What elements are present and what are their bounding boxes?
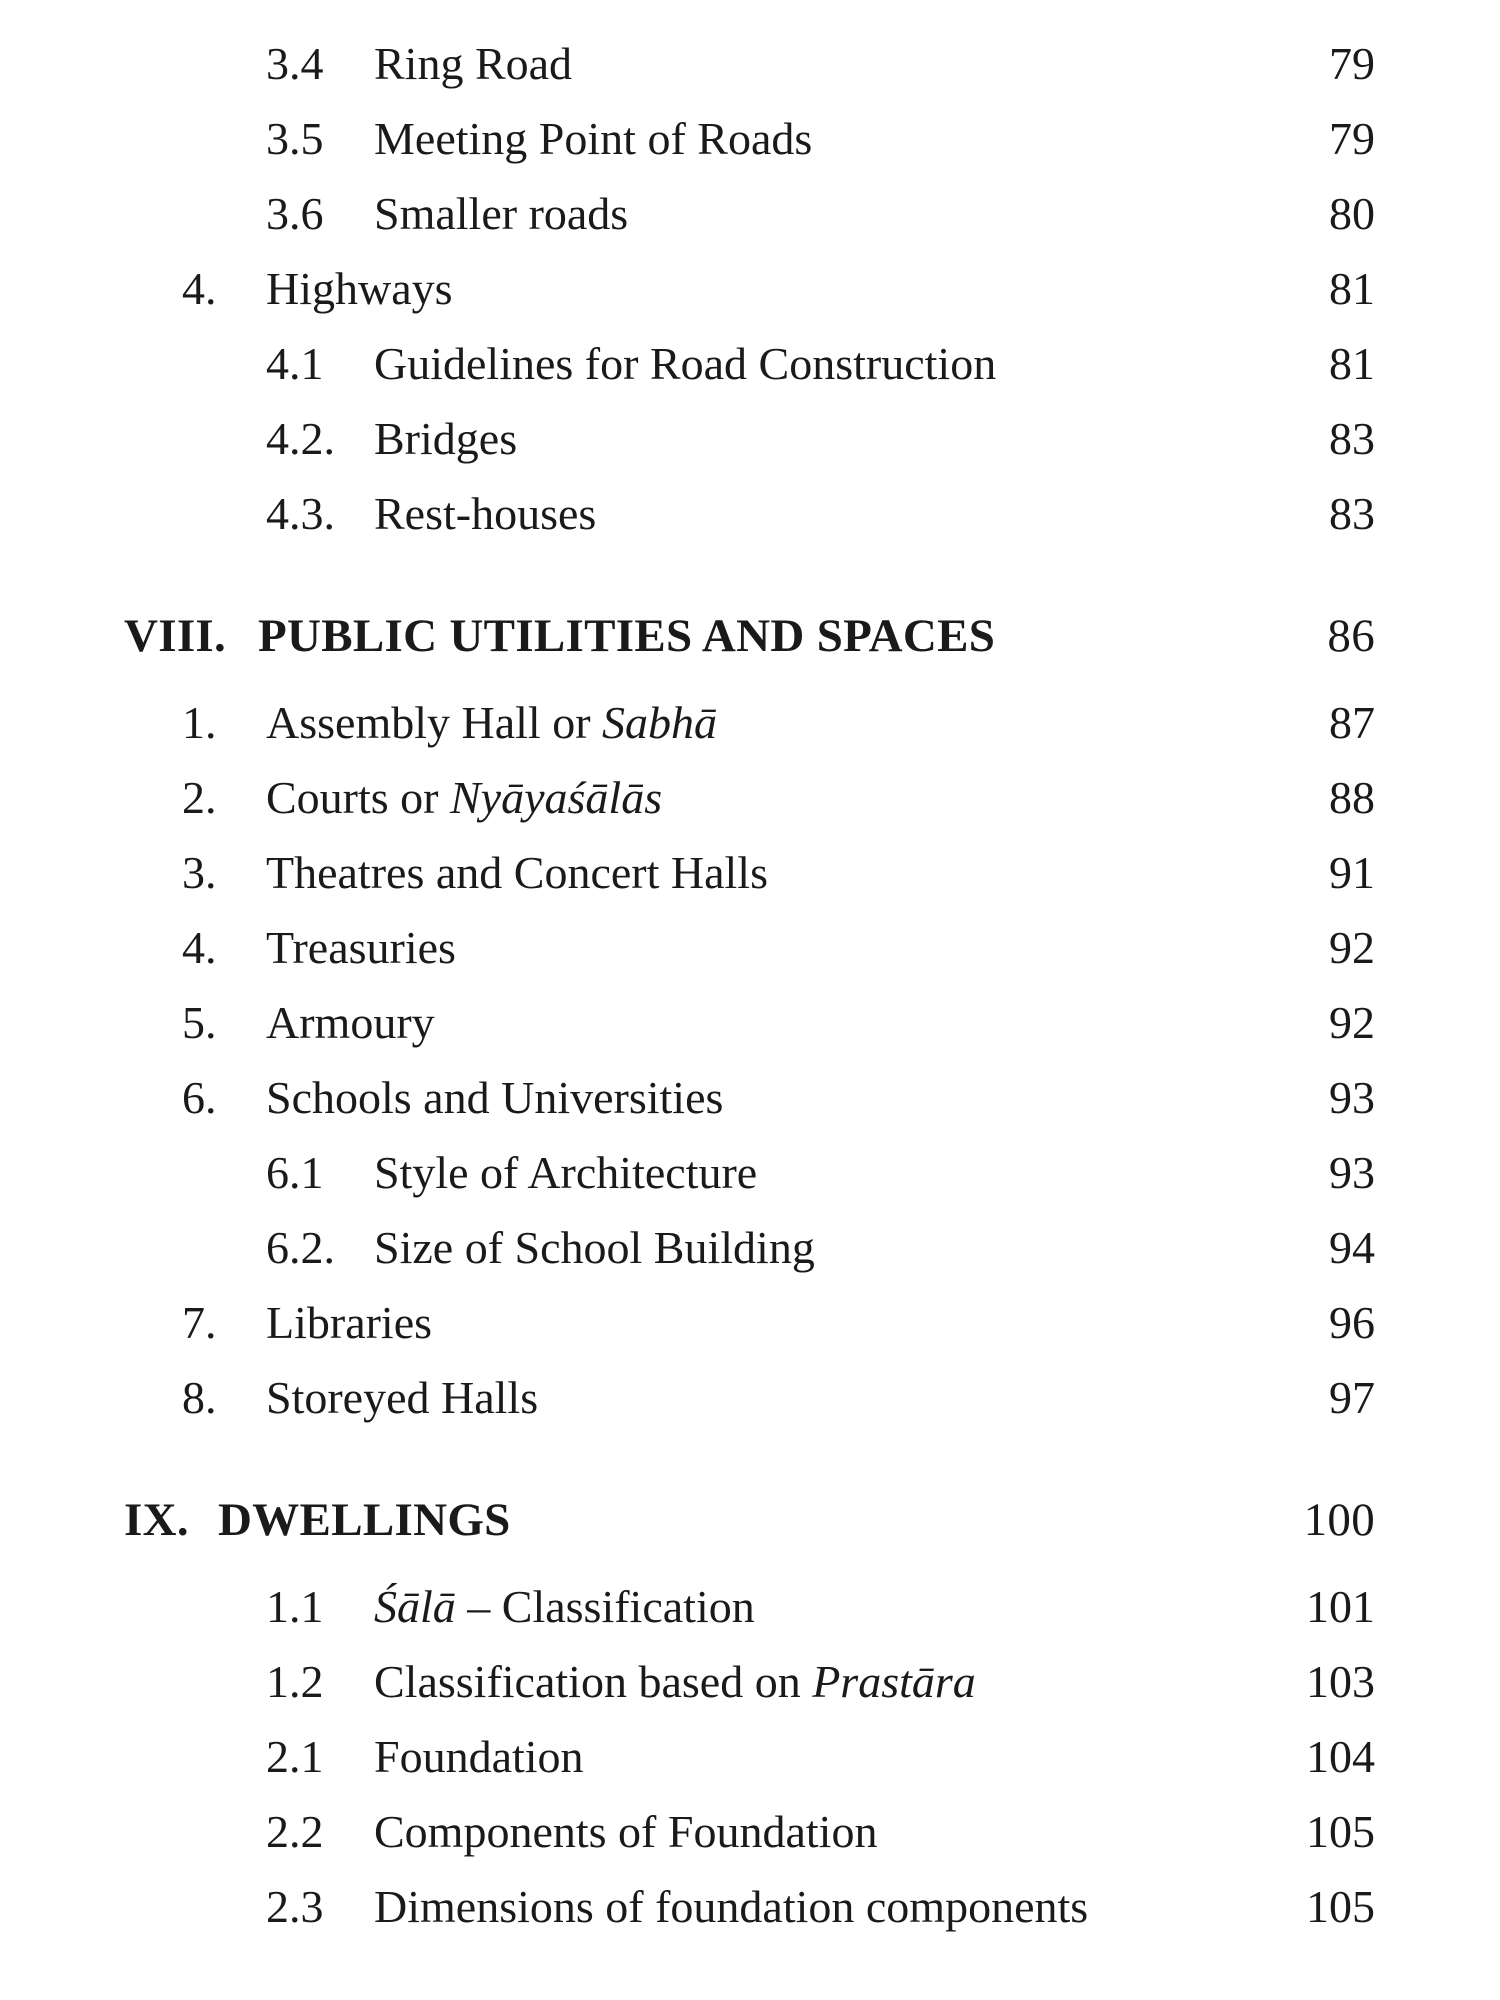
toc-entry-4-1 <box>0 334 1500 394</box>
entry-number: 8. <box>182 1372 217 1423</box>
entry-page-number: 101 <box>1306 1581 1375 1632</box>
chapter-page-number: 86 <box>1327 610 1375 662</box>
entry-page-number: 83 <box>1329 488 1375 539</box>
toc-entry-3-4 <box>0 34 1500 94</box>
toc-entry-8-6-2 <box>0 1218 1500 1278</box>
entry-title: Size of School Building <box>374 1222 815 1273</box>
entry-number: 2.1 <box>266 1731 324 1782</box>
entry-page-number: 105 <box>1306 1806 1375 1857</box>
entry-number: 3. <box>182 847 217 898</box>
entry-title <box>266 768 662 828</box>
entry-title <box>374 1652 976 1712</box>
entry-number: 4.2. <box>266 413 335 464</box>
entry-number: 3.5 <box>266 113 324 164</box>
chapter-number: VIII. <box>124 610 227 662</box>
entry-title: Components of Foundation <box>374 1806 878 1857</box>
chapter-number: IX. <box>124 1494 189 1546</box>
entry-number: 2.2 <box>266 1806 324 1857</box>
entry-title: Storeyed Halls <box>266 1372 539 1423</box>
toc-entry-8-8 <box>0 1368 1500 1428</box>
entry-number: 6.2. <box>266 1222 335 1273</box>
entry-title: Meeting Point of Roads <box>374 113 813 164</box>
toc-entry-8-4 <box>0 918 1500 978</box>
entry-title-italic: Śālā <box>374 1581 456 1632</box>
entry-page-number: 93 <box>1329 1147 1375 1198</box>
entry-number: 6.1 <box>266 1147 324 1198</box>
entry-page-number: 79 <box>1329 38 1375 89</box>
entry-page-number: 92 <box>1329 922 1375 973</box>
entry-page-number: 81 <box>1329 338 1375 389</box>
toc-entry-4-3 <box>0 484 1500 544</box>
chapter-page-number: 100 <box>1303 1494 1375 1546</box>
toc-entry-8-6-1 <box>0 1143 1500 1203</box>
entry-page-number: 94 <box>1329 1222 1375 1273</box>
entry-page-number: 93 <box>1329 1072 1375 1123</box>
toc-chapter-9 <box>0 1490 1500 1550</box>
entry-title: Ring Road <box>374 38 573 89</box>
toc-entry-9-2-1 <box>0 1727 1500 1787</box>
entry-title: Rest-houses <box>374 488 597 539</box>
toc-entry-9-2-3 <box>0 1877 1500 1937</box>
entry-title <box>374 1577 755 1637</box>
toc-entry-3-6 <box>0 184 1500 244</box>
entry-title: Armoury <box>266 997 435 1048</box>
entry-title: Guidelines for Road Construction <box>374 338 997 389</box>
entry-title-text: Classification based on <box>374 1656 813 1707</box>
entry-number: 2. <box>182 772 217 823</box>
entry-page-number: 92 <box>1329 997 1375 1048</box>
entry-title-text: – Classification <box>455 1581 755 1632</box>
entry-page-number: 79 <box>1329 113 1375 164</box>
entry-page-number: 105 <box>1306 1881 1375 1932</box>
entry-title: Libraries <box>266 1297 433 1348</box>
toc-entry-8-5 <box>0 993 1500 1053</box>
entry-number: 7. <box>182 1297 217 1348</box>
chapter-title: DWELLINGS <box>218 1494 511 1546</box>
entry-number: 3.4 <box>266 38 324 89</box>
entry-page-number: 104 <box>1306 1731 1375 1782</box>
entry-number: 5. <box>182 997 217 1048</box>
entry-title-italic: Sabhā <box>602 697 718 748</box>
entry-title-text: Courts or <box>266 772 450 823</box>
entry-number: 1. <box>182 697 217 748</box>
entry-number: 6. <box>182 1072 217 1123</box>
entry-page-number: 83 <box>1329 413 1375 464</box>
entry-number: 4. <box>182 263 217 314</box>
entry-title: Dimensions of foundation components <box>374 1881 1089 1932</box>
entry-page-number: 80 <box>1329 188 1375 239</box>
toc-entry-3-5 <box>0 109 1500 169</box>
entry-title: Smaller roads <box>374 188 629 239</box>
toc-entry-9-1-2 <box>0 1652 1500 1712</box>
entry-title-italic: Prastāra <box>812 1656 976 1707</box>
entry-page-number: 87 <box>1329 697 1375 748</box>
toc-entry-8-2 <box>0 768 1500 828</box>
entry-title-italic: Nyāyaśālās <box>450 772 663 823</box>
entry-page-number: 91 <box>1329 847 1375 898</box>
entry-number: 4.1 <box>266 338 324 389</box>
entry-number: 2.3 <box>266 1881 324 1932</box>
entry-page-number: 103 <box>1306 1656 1375 1707</box>
entry-number: 3.6 <box>266 188 324 239</box>
toc-entry-8-3 <box>0 843 1500 903</box>
entry-number: 1.1 <box>266 1581 324 1632</box>
toc-entry-9-1-1 <box>0 1577 1500 1637</box>
toc-entry-4 <box>0 259 1500 319</box>
entry-number: 4.3. <box>266 488 335 539</box>
chapter-title: PUBLIC UTILITIES AND SPACES <box>258 610 996 662</box>
entry-number: 4. <box>182 922 217 973</box>
toc-entry-8-1 <box>0 693 1500 753</box>
toc-entry-4-2 <box>0 409 1500 469</box>
entry-page-number: 81 <box>1329 263 1375 314</box>
entry-page-number: 88 <box>1329 772 1375 823</box>
entry-title: Style of Architecture <box>374 1147 758 1198</box>
entry-number: 1.2 <box>266 1656 324 1707</box>
entry-title: Foundation <box>374 1731 584 1782</box>
entry-page-number: 96 <box>1329 1297 1375 1348</box>
entry-title: Highways <box>266 263 453 314</box>
entry-page-number: 97 <box>1329 1372 1375 1423</box>
entry-title: Schools and Universities <box>266 1072 724 1123</box>
toc-entry-9-2-2 <box>0 1802 1500 1862</box>
toc-entry-8-6 <box>0 1068 1500 1128</box>
toc-chapter-8 <box>0 606 1500 666</box>
entry-title: Bridges <box>374 413 518 464</box>
toc-entry-8-7 <box>0 1293 1500 1353</box>
entry-title: Treasuries <box>266 922 456 973</box>
entry-title: Theatres and Concert Halls <box>266 847 768 898</box>
entry-title-text: Assembly Hall or <box>266 697 603 748</box>
entry-title <box>266 693 717 753</box>
